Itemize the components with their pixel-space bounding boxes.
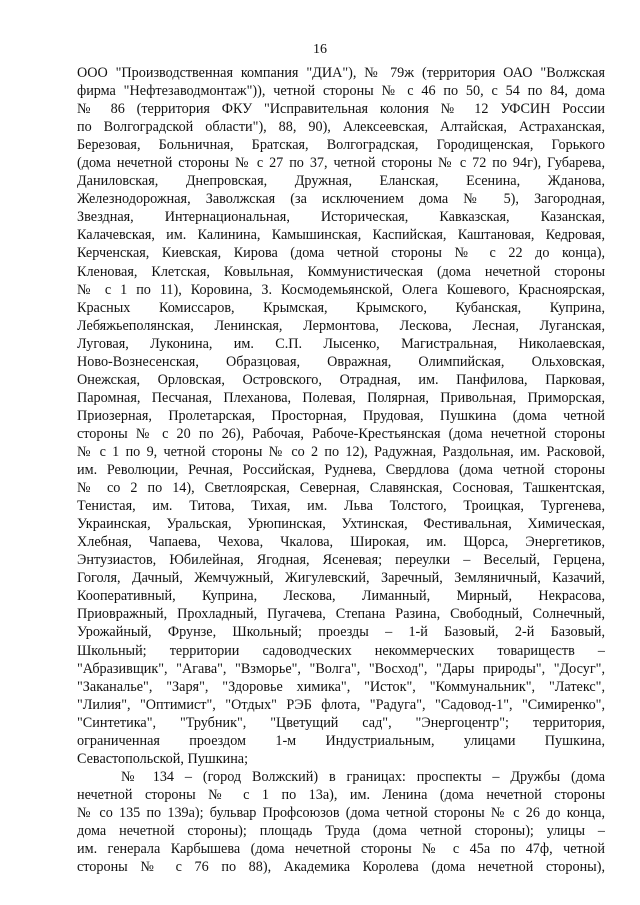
- text-line: Кленовая, Клетская, Ковыльная, Коммунистическая (дома нечетной стороны: [77, 263, 605, 280]
- text-line: по Волгоградской области"), 88, 90), Алексеевская, Алтайская, Астраханская,: [77, 119, 605, 136]
- text-line: фирма "Нефтезаводмонтаж")), четной стороны № с 46 по 50, с 54 по 84, дома: [77, 83, 605, 100]
- text-line: Гоголя, Дачный, Жемчужный, Жигулевский, Заречный, Земляничный, Казачий,: [77, 570, 605, 587]
- text-line: нечетной стороны № с 1 по 13а), им. Ленина (дома нечетной стороны: [77, 786, 605, 803]
- text-line: Онежская, Орловская, Островского, Отрадная, им. Панфилова, Парковая,: [77, 371, 605, 388]
- text-line: им. Революции, Речная, Российская, Руднева, Свердлова (дома четной стороны: [77, 462, 605, 479]
- text-line: "Синтетика", "Трубник", "Цветущий сад", "Энергоцентр"; территория,: [77, 714, 605, 731]
- text-line: Даниловская, Днепровская, Дружная, Еланская, Есенина, Жданова,: [77, 173, 605, 190]
- text-line: ООО "Производственная компания "ДИА"), № 79ж (территория ОАО "Волжская: [77, 65, 605, 81]
- text-line: Красных Комиссаров, Крымская, Крымского, Кубанская, Куприна,: [77, 299, 605, 316]
- text-line: Севастопольской, Пушкина;: [77, 750, 249, 767]
- text-line: Звездная, Интернациональная, Историческая, Кавказская, Казанская,: [77, 209, 605, 226]
- text-line: "Лилия", "Оптимист", "Отдых" РЭБ флота, "Радуга", "Садовод-1", "Симиренко",: [77, 696, 605, 713]
- text-line: № 86 (территория ФКУ "Исправительная колония № 12 УФСИН России: [77, 101, 605, 118]
- text-line: Хлебная, Чапаева, Чехова, Чкалова, Широкая, им. Щорса, Энергетиков,: [77, 534, 605, 551]
- text-line: № с 1 по 11), Коровина, З. Космодемьянской, Олега Кошевого, Красноярская,: [77, 281, 605, 298]
- text-line: Паромная, Песчаная, Плеханова, Полевая, Полярная, Привольная, Приморская,: [77, 389, 605, 406]
- text-line: Березовая, Больничная, Братская, Волгоградская, Городищенская, Горького: [77, 137, 605, 154]
- text-line: ограниченная проездом 1-м Индустриальным, улицами Пушкина,: [77, 732, 605, 749]
- text-line: стороны № с 20 по 26), Рабочая, Рабоче-Крестьянская (дома нечетной стороны: [77, 425, 605, 442]
- text-line: Приозерная, Пролетарская, Просторная, Прудовая, Пушкина (дома четной: [77, 407, 605, 424]
- page-number: 16: [313, 42, 327, 57]
- text-line: (дома нечетной стороны № с 27 по 37, четной стороны № с 72 по 94г), Губарева,: [77, 155, 605, 172]
- text-line: "Абразивщик", "Агава", "Взморье", "Волга", "Восход", "Дары природы", "Досуг",: [77, 660, 605, 677]
- text-line: № со 135 по 139а); бульвар Профсоюзов (дома четной стороны № с 26 до конца,: [77, 804, 605, 821]
- text-line: Урожайный, Фрунзе, Школьный; проезды – 1-й Базовый, 2-й Базовый,: [77, 624, 605, 641]
- document-body: [77, 64, 605, 876]
- text-line: стороны № с 76 по 88), Академика Королева (дома нечетной стороны),: [77, 859, 605, 876]
- text-line: Школьный; территории садоводческих некоммерческих товариществ –: [77, 642, 605, 659]
- text-line: № со 2 по 14), Светлоярская, Северная, Славянская, Сосновая, Ташкентская,: [77, 480, 605, 497]
- text-line: Ново-Вознесенская, Образцовая, Овражная, Олимпийская, Ольховская,: [77, 353, 605, 370]
- text-line: Калачевская, им. Калинина, Камышинская, Каспийская, Каштановая, Кедровая,: [77, 227, 605, 244]
- text-line: № 134 – (город Волжский) в границах: проспекты – Дружбы (дома: [121, 768, 605, 785]
- text-line: Приовражный, Прохладный, Пугачева, Степана Разина, Свободный, Солнечный,: [77, 606, 605, 623]
- text-line: им. генерала Карбышева (дома нечетной стороны № с 45а по 47ф, четной: [77, 841, 605, 858]
- text-line: Кооперативный, Куприна, Лескова, Лиманный, Мирный, Некрасова,: [77, 588, 605, 605]
- text-line: Украинская, Уральская, Урюпинская, Ухтинская, Фестивальная, Химическая,: [77, 516, 605, 533]
- text-line: № с 1 по 9, четной стороны № со 2 по 12), Радужная, Раздольная, им. Расковой,: [77, 443, 605, 460]
- text-line: Энтузиастов, Юбилейная, Ягодная, Ясеневая; переулки – Веселый, Герцена,: [77, 552, 605, 569]
- text-line: Лебяжьеполянская, Ленинская, Лермонтова, Лескова, Лесная, Луганская,: [77, 317, 605, 334]
- text-line: Керченская, Киевская, Кирова (дома четной стороны № с 22 до конца),: [77, 245, 605, 262]
- text-line: Железнодорожная, Заволжская (за исключением дома № 5), Загородная,: [77, 191, 605, 208]
- text-line: дома нечетной стороны); площадь Труда (дома четной стороны); улицы –: [77, 822, 605, 839]
- text-line: "Заканалье", "Заря", "Здоровье химика", "Исток", "Коммунальник", "Латекс",: [77, 678, 605, 695]
- text-line: Луговая, Луконина, им. С.П. Лысенко, Магистральная, Николаевская,: [77, 335, 605, 352]
- text-line: Тенистая, им. Титова, Тихая, им. Льва Толстого, Троицкая, Тургенева,: [77, 498, 605, 515]
